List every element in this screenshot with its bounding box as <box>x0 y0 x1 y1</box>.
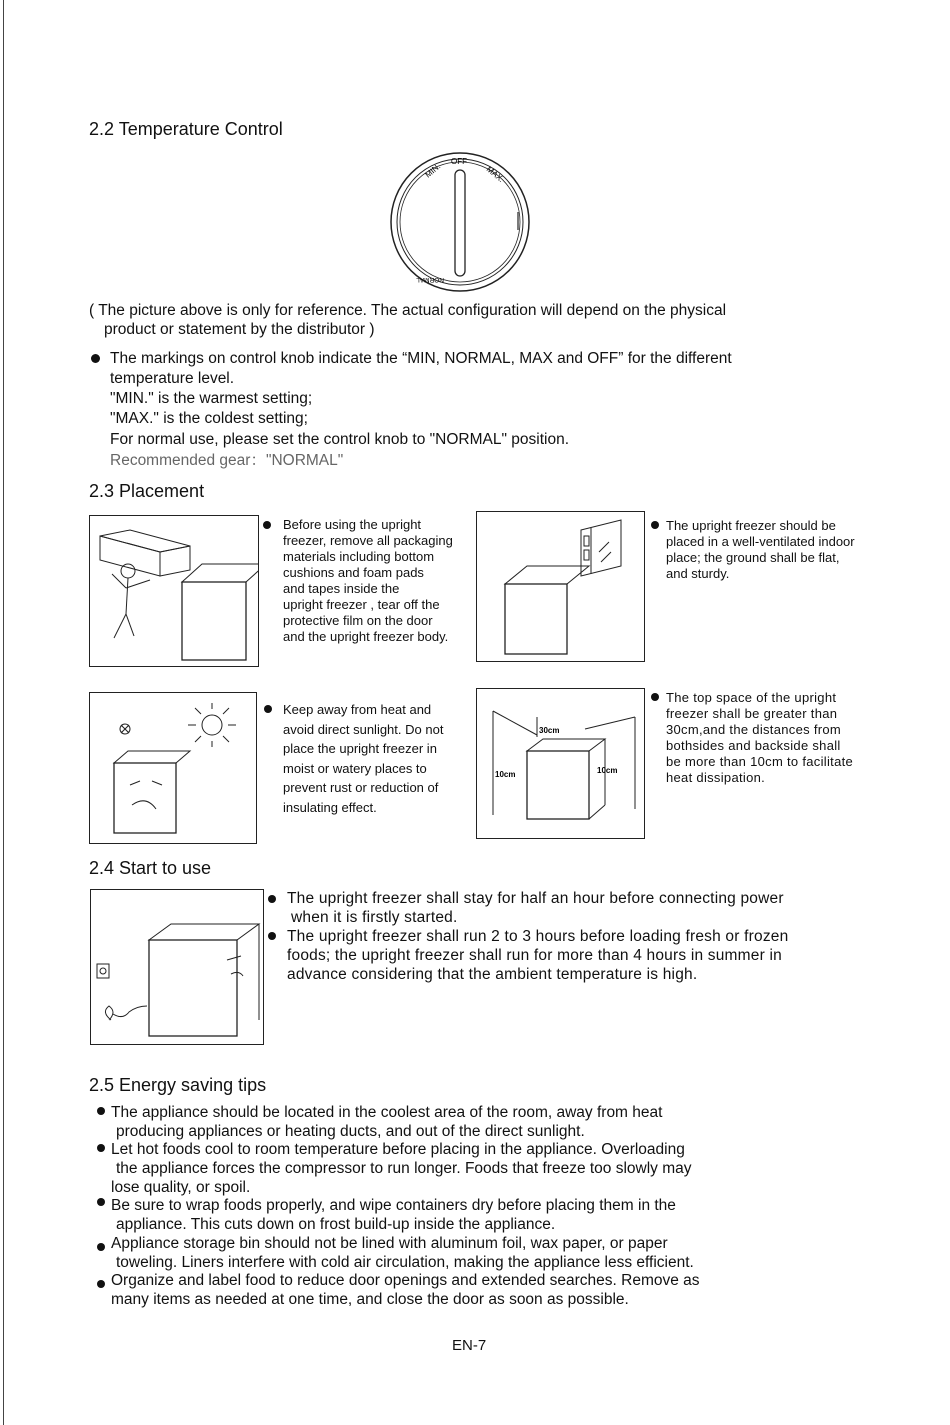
knob-markings-line1: The markings on control knob indicate the “MIN, NORMAL, MAX and OFF” for the different <box>110 350 732 367</box>
bullet-dot <box>97 1107 105 1115</box>
unpacking-illustration <box>89 515 259 667</box>
start-use-bullet2-line2: foods; the upright freezer shall run for more than 4 hours in summer in <box>287 947 782 964</box>
bullet-dot <box>97 1144 105 1152</box>
clearance-left-label: 10cm <box>495 770 516 779</box>
ventilation-illustration <box>476 511 645 662</box>
control-knob-diagram <box>388 150 532 294</box>
bullet-dot <box>651 521 659 529</box>
energy-tip-5-line1: Organize and label food to reduce door openings and extended searches. Remove as <box>111 1272 700 1289</box>
placement-item-unpacking: Before using the upright freezer, remove all packaging materials including bottom cushions and foam pads and tapes inside the upright freezer , tear off the protective film on the door and the upright freezer body. <box>283 517 453 644</box>
reference-note-line2: product or statement by the distributor ) <box>104 321 375 338</box>
recommended-gear-text: Recommended gear："NORMAL" <box>110 452 344 469</box>
placement-item-clearance: The top space of the upright freezer shall be greater than 30cm,and the distances from bothsides and backside shall be more than 10cm to facilitate heat dissipation. <box>666 690 854 785</box>
page-number: EN-7 <box>452 1337 487 1354</box>
section-22-title: 2.2 Temperature Control <box>89 119 283 139</box>
start-use-illustration <box>90 889 264 1045</box>
max-setting-text: "MAX." is the coldest setting; <box>110 410 308 427</box>
reference-note-line1: ( The picture above is only for reference. The actual configuration will depend on the physical <box>89 302 727 319</box>
knob-min-label: MIN. <box>423 161 443 180</box>
energy-tip-3-line1: Be sure to wrap foods properly, and wipe containers dry before placing them in the <box>111 1197 676 1214</box>
bullet-dot <box>91 354 100 363</box>
start-use-bullet2-line1: The upright freezer shall run 2 to 3 hours before loading fresh or frozen <box>287 928 789 945</box>
section-25-title: 2.5 Energy saving tips <box>89 1075 267 1095</box>
energy-tip-4-line2: toweling. Liners interfere with cold air circulation, making the appliance less efficient. <box>116 1254 694 1271</box>
start-use-bullet1-line2: when it is firstly started. <box>291 909 458 926</box>
knob-normal-label: NORMAL <box>416 276 444 283</box>
bullet-dot <box>268 895 276 903</box>
knob-max-label: MAX. <box>484 164 506 185</box>
knob-off-label: OFF <box>451 157 467 166</box>
placement-item-ventilation: The upright freezer should be placed in a well-ventilated indoor place; the ground shall be flat, and sturdy. <box>666 518 855 581</box>
clearance-top-label: 30cm <box>539 726 560 735</box>
energy-tip-3-line2: appliance. This cuts down on frost build-up inside the appliance. <box>116 1216 556 1233</box>
start-use-bullet2-line3: advance considering that the ambient temperature is high. <box>287 966 698 983</box>
section-24-title: 2.4 Start to use <box>89 858 212 878</box>
energy-tip-2-line2: the appliance forces the compressor to run longer. Foods that freeze too slowly may <box>116 1160 692 1177</box>
bullet-dot <box>97 1198 105 1206</box>
min-setting-text: "MIN." is the warmest setting; <box>110 390 313 407</box>
heat-sunlight-illustration <box>89 692 257 844</box>
start-use-bullet1-line1: The upright freezer shall stay for half an hour before connecting power <box>287 890 784 907</box>
energy-tip-1-line1: The appliance should be located in the coolest area of the room, away from heat <box>111 1104 663 1121</box>
energy-tip-2-line1: Let hot foods cool to room temperature before placing in the appliance. Overloading <box>111 1141 685 1158</box>
normal-setting-text: For normal use, please set the control knob to "NORMAL" position. <box>110 431 569 448</box>
bullet-dot <box>268 932 276 940</box>
bullet-dot <box>97 1280 105 1288</box>
energy-tip-5-line2: many items as needed at one time, and close the door as soon as possible. <box>111 1291 629 1308</box>
section-23-title: 2.3 Placement <box>89 481 205 501</box>
clearance-illustration <box>476 688 645 839</box>
bullet-dot <box>263 521 271 529</box>
energy-tip-4-line1: Appliance storage bin should not be lined with aluminum foil, wax paper, or paper <box>111 1235 668 1252</box>
energy-tip-2-line3: lose quality, or spoil. <box>111 1179 251 1196</box>
page-edge-line <box>3 0 4 1425</box>
placement-item-heat: Keep away from heat and avoid direct sunlight. Do not place the upright freezer in moist or watery places to prevent rust or reduction of insulating effect. <box>283 702 444 815</box>
bullet-dot <box>651 693 659 701</box>
clearance-right-label: 10cm <box>597 766 618 775</box>
bullet-dot <box>97 1243 105 1251</box>
energy-tip-1-line2: producing appliances or heating ducts, and out of the direct sunlight. <box>116 1123 585 1140</box>
knob-markings-line2: temperature level. <box>110 370 235 387</box>
bullet-dot <box>264 705 272 713</box>
